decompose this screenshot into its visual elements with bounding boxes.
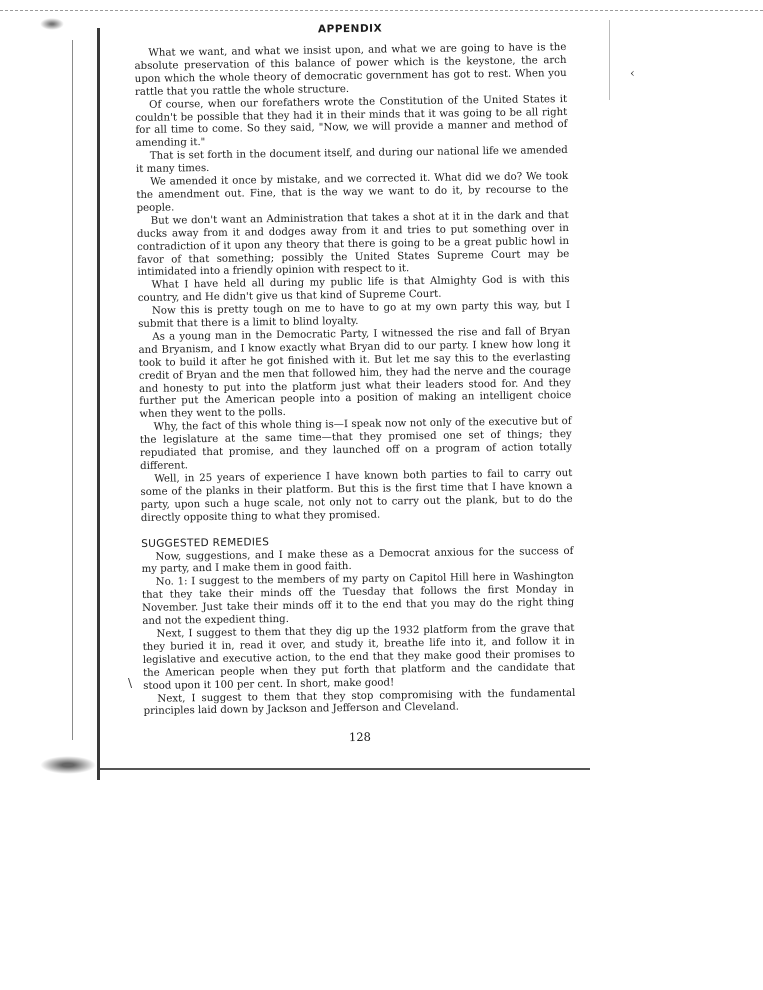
paragraph: What I have held all during my public life is that Almighty God is with this country, and He didn't give us that kind of Supreme Court. bbox=[137, 274, 570, 305]
running-head: APPENDIX bbox=[317, 22, 383, 36]
paragraph: That is set forth in the document itself, and during our national life we amended it many times. bbox=[135, 145, 568, 176]
document-page bbox=[134, 20, 576, 747]
paragraph: Now this is pretty tough on me to have to go at my own party this way, but I submit that there is a limit to blind loyalty. bbox=[138, 300, 571, 331]
bottom-rule bbox=[100, 768, 590, 770]
section-heading: SUGGESTED REMEDIES bbox=[141, 535, 270, 550]
scan-smudge bbox=[40, 18, 64, 30]
page-number: 128 bbox=[348, 730, 372, 745]
paragraph: No. 1: I suggest to the members of my party on Capitol Hill here in Washington that they take their minds off the Tuesday that follows the first Monday in November. Just take their minds off it to the end that you may do the right thing and not the expedient thing. bbox=[141, 571, 575, 628]
scan-margin-mark bbox=[609, 20, 610, 100]
paragraph: As a young man in the Democratic Party, I witnessed the rise and fall of Bryan and Bryanism, and I know exactly what Bryan did to our party. I knew how long it took to build it after he got finished with it. But let me say this to the everlasting credit of Bryan and the men that followed him, they had the nerve and the courage and honesty to put into the platform just what their leaders stood for. And they further put the American people into a position of making an intelligent choice when they went to the polls. bbox=[138, 325, 572, 421]
margin-arrow-mark: ‹ bbox=[630, 66, 635, 80]
paragraph: Now, suggestions, and I make these as a Democrat anxious for the success of my party, and I make them in good faith. bbox=[141, 545, 574, 576]
paragraph: Next, I suggest to them that they dig up the 1932 platform from the grave that they buried it in, read it over, and study it, breathe life into it, and follow it in legislative and executive action, to the end that they make good their promises to the American people when they put forth that platform and the candidate that stood upon it 100 per cent. In short, make good! bbox=[142, 622, 576, 692]
paragraph: We amended it once by mistake, and we corrected it. What did we do? We took the amendment out. Fine, that is the way we want to do it, by recourse to the people. bbox=[136, 171, 569, 214]
paragraph: What we want, and what we insist upon, and what we are going to have is the absolute preservation of this balance of power which is the keystone, the arch upon which the whole theory of democratic government has got to rest. When you rattle that you rattle the whole structure. bbox=[134, 41, 567, 98]
paragraph: Well, in 25 years of experience I have known both parties to fail to carry out some of the planks in their platform. But this is the first time that I have known a party, upon such a huge scale, not only not to carry out the plank, but to do the directly opposite thing to what they promised. bbox=[140, 467, 573, 524]
paragraph: Why, the fact of this whole thing is—I speak now not only of the executive but of the legislature at the same time—that they promised one set of things; they repudiated that promise, and they launched off on a program of action totally different. bbox=[139, 416, 573, 472]
scan-smudge-bottom bbox=[40, 756, 96, 774]
section-body bbox=[141, 545, 575, 719]
body-text bbox=[134, 42, 573, 526]
scan-edge-top bbox=[0, 0, 763, 11]
binding-shadow-line bbox=[72, 40, 73, 740]
paragraph: Of course, when our forefathers wrote the Constitution of the United States it couldn't be possible that they had it in their minds that it was going to be all right for all time to come. So they said, "Now, we will provide a manner and method of amending it." bbox=[135, 93, 568, 150]
margin-tick-mark: \ bbox=[128, 676, 133, 690]
binding-edge-line bbox=[97, 28, 100, 780]
paragraph: But we don't want an Administration that takes a shot at it in the dark and that ducks away from it and dodges away from it and tries to put something over in contradiction of it upon any theory that there is going to be a great public howl in favor of that something; possibly the United States Supreme Court may be intimidated into a friendly opinion with respect to it. bbox=[136, 209, 570, 279]
paragraph: Next, I suggest to them that they stop compromising with the fundamental principles laid down by Jackson and Jefferson and Cleveland. bbox=[143, 687, 576, 718]
